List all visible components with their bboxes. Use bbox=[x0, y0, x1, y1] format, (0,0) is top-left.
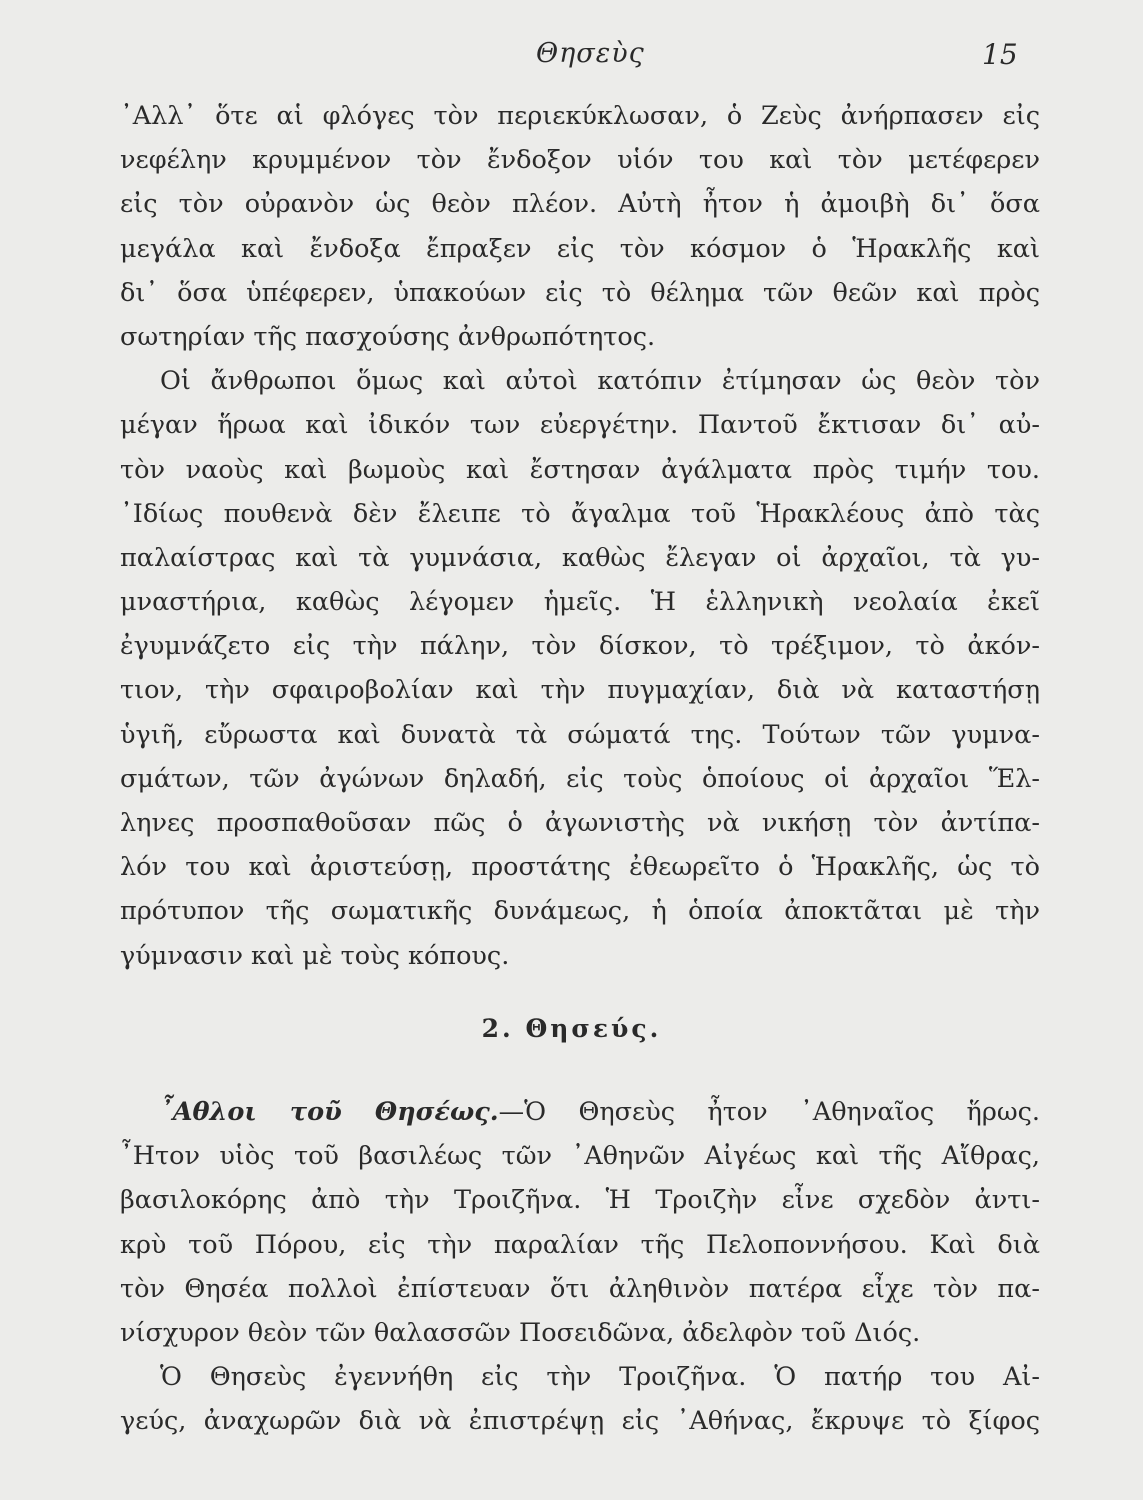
text-line: σωτηρίαν τῆς πασχούσης ἀνθρωπότητος. bbox=[120, 321, 656, 352]
text-line: παλαίστρας καὶ τὰ γυμνάσια, καθὼς ἔλεγαν οἱ ἀρχαῖοι, τὰ γυ- bbox=[120, 542, 1040, 573]
text-line: Οἱ ἄνθρωποι ὅμως καὶ αὐτοὶ κατόπιν ἐτίμησαν ὡς θεὸν τὸν bbox=[160, 366, 1040, 397]
section-2-text bbox=[120, 1090, 1040, 1444]
lead-rest: —Ὁ Θησεὺς ἦτον ᾿Αθηναῖος ἥρως. bbox=[498, 1097, 1041, 1127]
text-line: τὸν ναοὺς καὶ βωμοὺς καὶ ἔστησαν ἀγάλματα πρὸς τιμήν του. bbox=[120, 454, 1040, 485]
section-1-text bbox=[120, 94, 1040, 978]
text-line: ἐγυμνάζετο εἰς τὴν πάλην, τὸν δίσκον, τὸ τρέξιμον, τὸ ἀκόν- bbox=[120, 631, 1040, 662]
text-line: γεύς, ἀναχωρῶν διὰ νὰ ἐπιστρέψῃ εἰς ᾿Αθήνας, ἔκρυψε τὸ ξίφος bbox=[120, 1406, 1040, 1437]
text-line: ᾿Αλλ᾿ ὅτε αἱ φλόγες τὸν περιεκύκλωσαν, ὁ Ζεὺς ἀνήρπασεν εἰς bbox=[120, 101, 1040, 131]
text-line: τὸν Θησέα πολλοὶ ἐπίστευαν ὅτι ἀληθινὸν πατέρα εἶχε τὸν πα- bbox=[120, 1273, 1040, 1304]
text-line: ᾿Ιδίως πουθενὰ δὲν ἔλειπε τὸ ἄγαλμα τοῦ Ἡρακλέους ἀπὸ τὰς bbox=[120, 498, 1040, 529]
page-number: 15 bbox=[982, 38, 1018, 71]
text-line: τιον, τὴν σφαιροβολίαν καὶ τὴν πυγμαχίαν, διὰ νὰ καταστήσῃ bbox=[120, 675, 1040, 706]
text-line: Ὁ Θησεὺς ἐγεννήθη εἰς τὴν Τροιζῆνα. Ὁ πατήρ του Αἰ- bbox=[160, 1362, 1040, 1393]
text-line: κρὺ τοῦ Πόρου, εἰς τὴν παραλίαν τῆς Πελοποννήσου. Καὶ διὰ bbox=[120, 1229, 1040, 1260]
text-line: πρότυπον τῆς σωματικῆς δυνάμεως, ἡ ὁποία ἀποκτᾶται μὲ τὴν bbox=[120, 896, 1040, 927]
text-line: μναστήρια, καθὼς λέγομεν ἡμεῖς. Ἡ ἑλληνικὴ νεολαία ἐκεῖ bbox=[120, 587, 1040, 618]
text-line: γύμνασιν καὶ μὲ τοὺς κόπους. bbox=[120, 940, 510, 971]
text-line: νεφέλην κρυμμένον τὸν ἔνδοξον υἱόν του καὶ τὸν μετέφερεν bbox=[120, 145, 1040, 176]
text-line: ὑγιῆ, εὔρωστα καὶ δυνατὰ τὰ σώματά της. Τούτων τῶν γυμνα- bbox=[120, 719, 1040, 750]
running-title: Θησεὺς bbox=[536, 38, 645, 69]
text-line: σμάτων, τῶν ἀγώνων δηλαδή, εἰς τοὺς ὁποίους οἱ ἀρχαῖοι Ἕλ- bbox=[120, 763, 1040, 794]
running-head bbox=[0, 38, 1143, 78]
lead-italic-title: ῏Αθλοι τοῦ Θησέως. bbox=[160, 1097, 499, 1127]
text-line: ῏Ητον υἱὸς τοῦ βασιλέως τῶν ᾿Αθηνῶν Αἰγέως καὶ τῆς Αἴθρας, bbox=[120, 1141, 1040, 1172]
text-line: νίσχυρον θεὸν τῶν θαλασσῶν Ποσειδῶνα, ἀδελφὸν τοῦ Διός. bbox=[120, 1317, 921, 1348]
text-line: βασιλοκόρης ἀπὸ τὴν Τροιζῆνα. Ἡ Τροιζὴν εἶνε σχεδὸν ἀντι- bbox=[120, 1185, 1040, 1216]
text-line: ληνες προσπαθοῦσαν πῶς ὁ ἀγωνιστὴς νὰ νικήσῃ τὸν ἀντίπα- bbox=[120, 808, 1040, 838]
text-line: λόν του καὶ ἀριστεύσῃ, προστάτης ἐθεωρεῖτο ὁ Ἡρακλῆς, ὡς τὸ bbox=[120, 852, 1040, 883]
text-line: δι᾿ ὅσα ὑπέφερεν, ὑπακούων εἰς τὸ θέλημα τῶν θεῶν καὶ πρὸς bbox=[120, 277, 1040, 308]
text-line: εἰς τὸν οὐρανὸν ὡς θεὸν πλέον. Αὐτὴ ἦτον ἡ ἀμοιβὴ δι᾿ ὅσα bbox=[120, 189, 1040, 220]
text-line-lead bbox=[120, 1090, 1040, 1134]
text-line: μεγάλα καὶ ἔνδοξα ἔπραξεν εἰς τὸν κόσμον ὁ Ἡρακλῆς καὶ bbox=[120, 233, 1040, 264]
text-line: μέγαν ἥρωα καὶ ἰδικόν των εὐεργέτην. Παντοῦ ἔκτισαν δι᾿ αὐ- bbox=[120, 410, 1040, 441]
section-heading: 2. Θησεύς. bbox=[481, 1014, 662, 1043]
